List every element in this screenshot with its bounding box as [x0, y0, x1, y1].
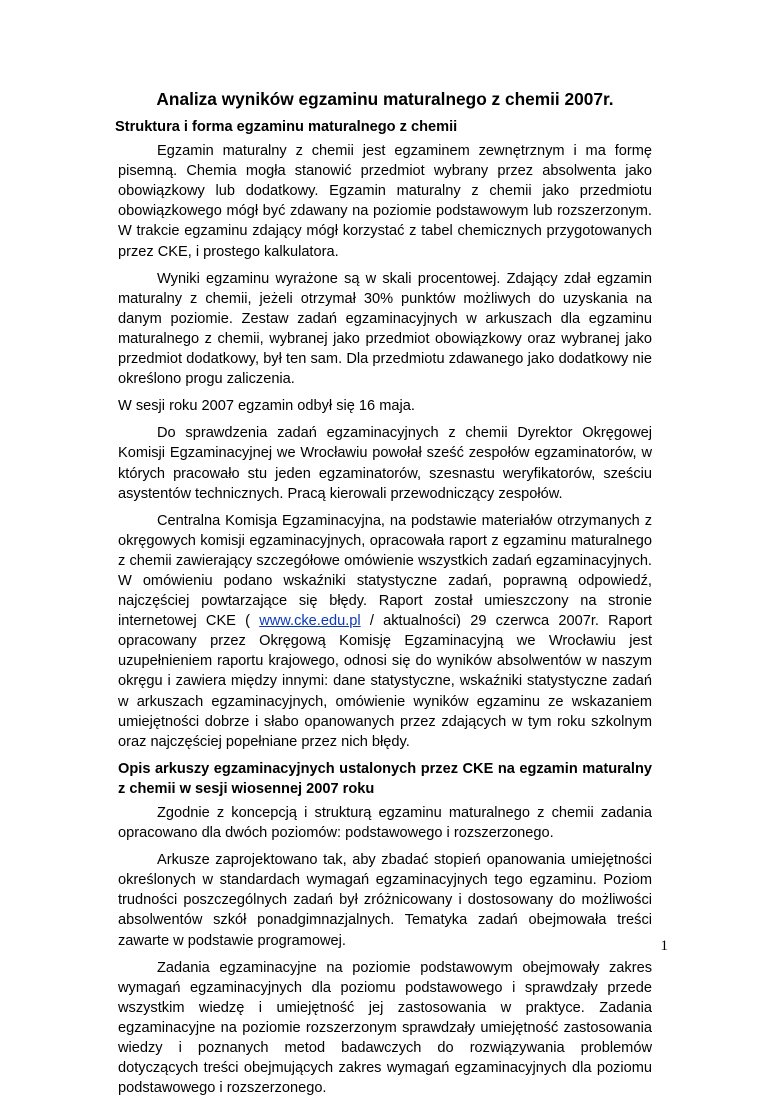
section-heading-sheets: Opis arkuszy egzaminacyjnych ustalonych przez CKE na egzamin maturalny z chemii w sesji wiosennej 2007 roku [118, 760, 652, 797]
paragraph: Zgodnie z koncepcją i strukturą egzaminu maturalnego z chemii zadania opracowano dla dwóch poziomów: podstawowego i rozszerzonego. [118, 805, 652, 842]
document-title: Analiza wyników egzaminu maturalnego z chemii 2007r. [156, 89, 614, 109]
paragraph-text: / aktualności) 29 czerwca 2007r. Raport opracowany przez Okręgową Komisję Egzaminacyjną we Wrocławiu jest uzupełnieniem raportu krajowego, odnosi się do wyników absolwentów w naszym okręgu i zawiera między innymi: dane statystyczne, wskaźniki statystyczne zadań w arkuszach egzaminacyjnych, omówienie wyników egzaminu ze wskazaniem umiejętności dobrze i słabo opanowanych przez zdających w tym roku szkolnym oraz najczęściej popełniane przez nich błędy. [118, 613, 652, 750]
paragraph: Zadania egzaminacyjne na poziomie podstawowym obejmowały zakres wymagań egzaminacyjnych dla poziomu podstawowego i sprawdzały przede wszystkim wiedzę i umiejętność jej zastosowania w praktyce. Zadania egzaminacyjne na poziomie rozszerzonym sprawdzały umiejętność zastosowania wiedzy i poznanych metod badawczych do rozwiązywania problemów dotyczących treści obejmujących zakres wymagań egzaminacyjnych dla poziomu podstawowego i rozszerzonego. [118, 959, 652, 1097]
paragraph-exam-date: W sesji roku 2007 egzamin odbył się 16 maja. [118, 398, 415, 415]
paragraph-text: Centralna Komisja Egzaminacyjna, na podstawie materiałów otrzymanych z okręgowych komisji egzaminacyjnych, opracowała raport z egzaminu maturalnego z chemii zawierający szczegółowe omówienie wszystkich zadań egzaminacyjnych. W omówieniu podano wskaźniki statystyczne zadań, poprawną odpowiedź, najczęściej powtarzające się błędy. Raport został umieszczony na stronie internetowej CKE ( [118, 512, 652, 630]
paragraph: Do sprawdzenia zadań egzaminacyjnych z chemii Dyrektor Okręgowej Komisji Egzaminacyjnej we Wrocławiu powołał sześć zespołów egzaminatorów, w których pracowało stu jeden egzaminatorów, szesnastu weryfikatorów, sześciu asystentów technicznych. Pracą kierowali przewodniczący zespołów. [118, 425, 652, 502]
document-body [115, 88, 652, 1105]
cke-website-link[interactable]: www.cke.edu.pl [259, 613, 361, 630]
page-number: 1 [660, 938, 668, 954]
paragraph: Wyniki egzaminu wyrażone są w skali procentowej. Zdający zdał egzamin maturalny z chemii, jeżeli otrzymał 30% punktów możliwych do uzyskania na danym poziomie. Zestaw zadań egzaminacyjnych w arkuszach dla egzaminu maturalnego z chemii, wybranej jako przedmiot obowiązkowy oraz wybranej jako przedmiot dodatkowy, był ten sam. Dla przedmiotu zdawanego jako dodatkowy nie określono progu zaliczenia. [118, 270, 652, 388]
paragraph-report [118, 511, 652, 752]
paragraph: Egzamin maturalny z chemii jest egzaminem zewnętrznym i ma formę pisemną. Chemia mogła stanowić przedmiot wybrany przez absolwenta jako obowiązkowy lub dodatkowy. Egzamin maturalny z chemii jako przedmiotu obowiązkowego mógł być zdawany na poziomie podstawowym lub rozszerzonym. W trakcie egzaminu zdający mógł korzystać z tabel chemicznych przygotowanych przez CKE, i prostego kalkulatora. [118, 143, 652, 260]
paragraph: Arkusze zaprojektowano tak, aby zbadać stopień opanowania umiejętności określonych w standardach wymagań egzaminacyjnych tego egzaminu. Poziom trudności poszczególnych zadań był zróżnicowany i dostosowany do możliwości absolwentów szkół ponadgimnazjalnych. Tematyka zadań obejmowała treści zawarte w podstawie programowej. [118, 852, 652, 949]
section-heading-structure: Struktura i forma egzaminu maturalnego z chemii [115, 119, 458, 135]
